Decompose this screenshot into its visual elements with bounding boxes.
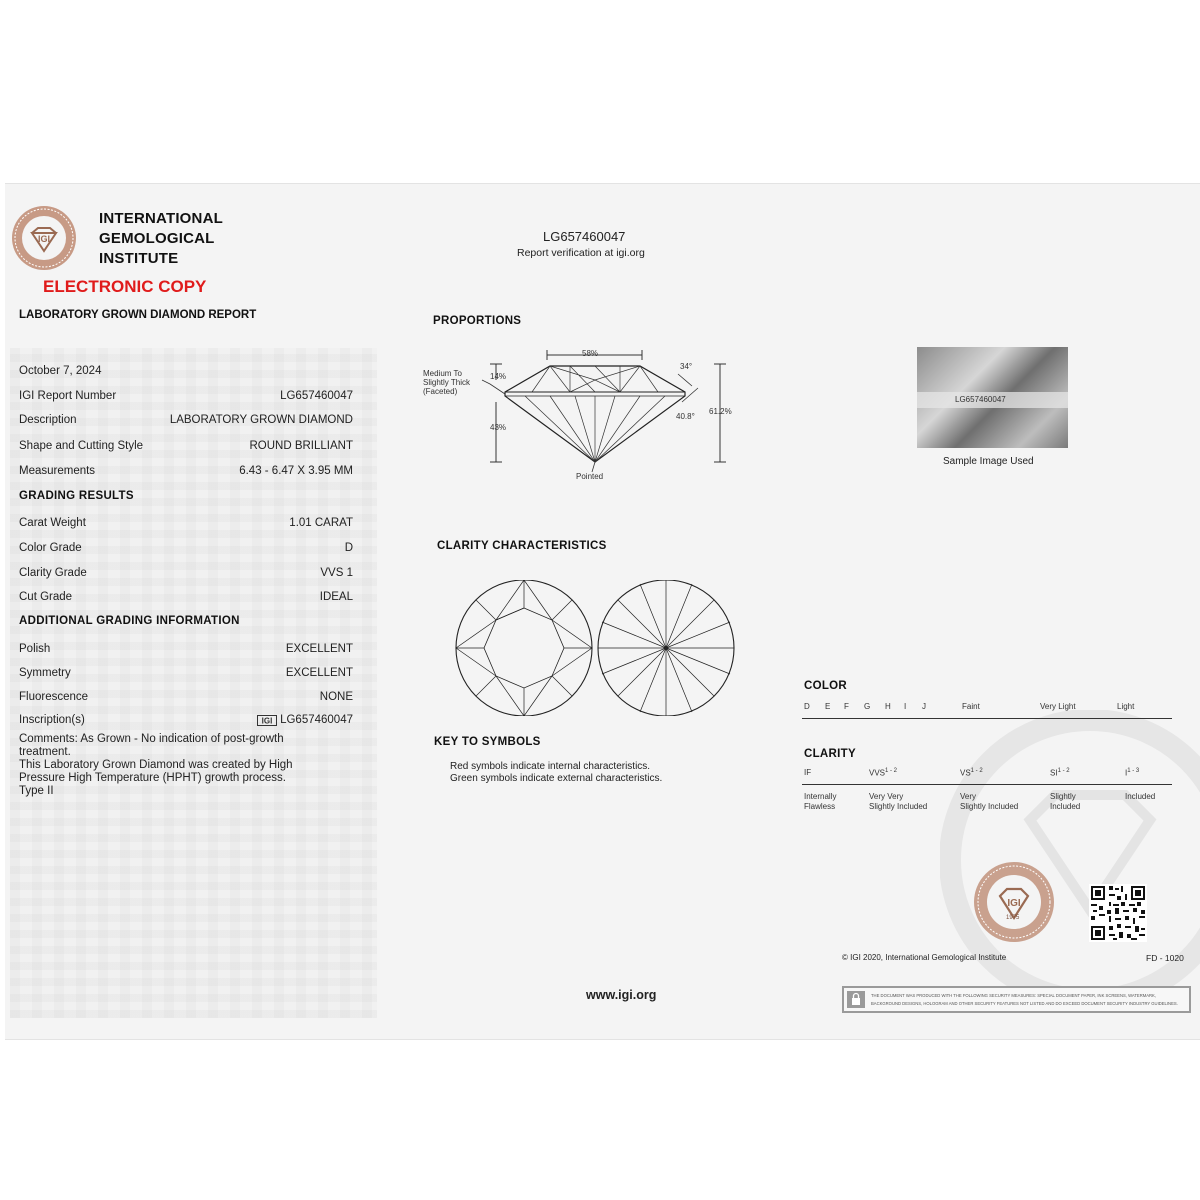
comments-line1: Comments: As Grown - No indication of post-growth	[19, 733, 284, 745]
svg-text:IGI: IGI	[1007, 898, 1021, 909]
form-code: FD - 1020	[1146, 953, 1184, 963]
color-range-faint: Faint	[962, 702, 980, 711]
polish-value: EXCELLENT	[285, 643, 353, 655]
website-link[interactable]: www.igi.org	[586, 988, 657, 1002]
carat-label: Carat Weight	[19, 517, 86, 529]
inscription-label: Inscription(s)	[19, 714, 85, 726]
qr-code[interactable]	[1089, 884, 1147, 942]
color-scale-heading: COLOR	[804, 680, 848, 692]
clarity-code-i	[1125, 768, 1139, 778]
cut-grade-value: IDEAL	[319, 591, 353, 603]
description-label: Description	[19, 414, 77, 426]
color-letter-f: F	[844, 702, 849, 711]
security-text-line1: THE DOCUMENT WAS PRODUCED WITH THE FOLLOWING SECURITY MEASURES: SPECIAL DOCUMENT PAPER, INK SCREENS, WATERMARK,	[871, 993, 1157, 998]
clarity-desc-if-l1: Internally	[804, 792, 837, 801]
crown-height: 14%	[490, 372, 507, 381]
verification-text[interactable]: Report verification at igi.org	[517, 247, 645, 259]
sample-image-caption: Sample Image Used	[943, 456, 1034, 467]
description-value: LABORATORY GROWN DIAMOND	[169, 414, 353, 426]
report-number-top: LG657460047	[543, 229, 626, 244]
comments-line2: treatment.	[19, 746, 71, 758]
clarity-code-vvs-text: VVS	[869, 768, 886, 778]
culet: Pointed	[576, 472, 604, 481]
lock-icon-box	[847, 991, 865, 1008]
key-line-green: Green symbols indicate external characteristics.	[450, 773, 663, 784]
clarity-code-vvs-sup: 1 - 2	[885, 768, 898, 774]
crown-angle: 34°	[680, 362, 693, 371]
symmetry-label: Symmetry	[19, 667, 71, 679]
clarity-desc-i-l1: Included	[1125, 792, 1156, 801]
inscription-value: LG657460047	[280, 714, 353, 726]
measurements-value: 6.43 - 6.47 X 3.95 MM	[239, 465, 353, 477]
key-line-red: Red symbols indicate internal characteristics.	[450, 761, 651, 772]
measurements-label: Measurements	[19, 465, 96, 477]
report-date: October 7, 2024	[19, 365, 102, 377]
clarity-desc-vvs-l2: Slightly Included	[869, 802, 928, 811]
lock-icon	[847, 991, 865, 1008]
report-number-value: LG657460047	[280, 390, 353, 402]
org-name-line3: INSTITUTE	[99, 250, 179, 267]
additional-info-heading: ADDITIONAL GRADING INFORMATION	[19, 615, 240, 627]
clarity-code-if	[804, 768, 811, 777]
shape-label: Shape and Cutting Style	[19, 440, 144, 452]
igi-mini-logo-icon	[257, 715, 277, 726]
qr-code-icon	[1089, 884, 1147, 942]
clarity-plot-diagram	[452, 580, 742, 716]
clarity-code-si-sup: 1 - 2	[1057, 768, 1070, 774]
security-strip	[842, 986, 1191, 1013]
key-to-symbols-heading: KEY TO SYMBOLS	[434, 736, 541, 748]
clarity-scale-heading: CLARITY	[804, 748, 856, 760]
sample-image	[917, 347, 1068, 448]
clarity-grade-value: VVS 1	[320, 567, 353, 579]
clarity-code-vvs	[869, 768, 897, 778]
fluorescence-label: Fluorescence	[19, 691, 89, 703]
grading-results-heading: GRADING RESULTS	[19, 490, 134, 502]
fluorescence-value: NONE	[319, 691, 353, 703]
shape-value: ROUND BRILLIANT	[249, 440, 353, 452]
clarity-desc-if	[804, 792, 836, 812]
color-grade-value: D	[344, 542, 353, 554]
proportions-diagram	[420, 340, 750, 490]
clarity-code-vs-sup: 1 - 2	[970, 768, 983, 774]
color-letter-d: D	[804, 702, 810, 711]
igi-bottom-seal-icon	[972, 860, 1056, 944]
symmetry-value: EXCELLENT	[285, 667, 353, 679]
svg-text:IGI: IGI	[261, 716, 273, 725]
electronic-copy-label: ELECTRONIC COPY	[43, 277, 207, 296]
clarity-desc-vs-l2: Slightly Included	[960, 802, 1019, 811]
proportions-heading: PROPORTIONS	[433, 315, 522, 327]
clarity-desc-i	[1125, 792, 1155, 802]
clarity-characteristics-heading: CLARITY CHARACTERISTICS	[437, 540, 607, 552]
comments-line3: This Laboratory Grown Diamond was created by High	[19, 759, 293, 771]
clarity-scale-rule	[802, 784, 1172, 785]
cut-grade-label: Cut Grade	[19, 591, 73, 603]
svg-text:IGI: IGI	[37, 234, 51, 244]
igi-seal-icon	[10, 204, 78, 272]
girdle-line3: (Faceted)	[423, 387, 458, 396]
clarity-code-i-sup: 1 - 3	[1127, 768, 1140, 774]
sample-inscription: LG657460047	[955, 395, 1006, 404]
total-depth: 61.2%	[709, 407, 732, 416]
comments-line5: Type II	[19, 785, 54, 797]
color-scale-rule	[802, 718, 1172, 719]
color-range-very-light: Very Light	[1040, 702, 1076, 711]
org-name-line2: GEMOLOGICAL	[99, 230, 215, 247]
color-letter-h: H	[885, 702, 891, 711]
inscription-value-group	[257, 714, 353, 726]
security-text-line2: BACKGROUND DESIGNS, HOLOGRAM AND OTHER SECURITY FEATURES NOT LISTED AND DO EXCEED DOCUMENT SECURITY INDUSTRY GUIDELINES.	[871, 1001, 1178, 1006]
clarity-desc-vs-l1: Very	[960, 792, 977, 801]
clarity-code-si	[1050, 768, 1070, 778]
clarity-code-i-text: I	[1125, 768, 1128, 778]
clarity-desc-vvs	[869, 792, 927, 812]
girdle-line2: Slightly Thick	[423, 378, 470, 387]
table-percentage: 58%	[582, 349, 599, 358]
clarity-desc-si-l2: Included	[1050, 802, 1081, 811]
color-letter-i: I	[904, 702, 907, 711]
igi-logo	[10, 204, 78, 272]
color-range-light: Light	[1117, 702, 1135, 711]
color-letter-j: J	[922, 702, 926, 711]
carat-value: 1.01 CARAT	[289, 517, 353, 529]
color-grade-label: Color Grade	[19, 542, 82, 554]
color-letter-g: G	[864, 702, 871, 711]
copyright-text: © IGI 2020, International Gemological Institute	[842, 953, 1007, 962]
clarity-desc-si-l1: Slightly	[1050, 792, 1076, 801]
org-name-line1: INTERNATIONAL	[99, 210, 223, 227]
clarity-desc-vs	[960, 792, 1018, 812]
comments-line4: Pressure High Temperature (HPHT) growth process.	[19, 772, 286, 784]
pavilion-depth: 43%	[490, 423, 507, 432]
clarity-desc-if-l2: Flawless	[804, 802, 836, 811]
seal-year: 1975	[1006, 915, 1020, 921]
clarity-code-vs-text: VS	[960, 768, 971, 778]
clarity-code-vs	[960, 768, 983, 778]
clarity-code-si-text: SI	[1050, 768, 1058, 778]
color-letter-e: E	[825, 702, 831, 711]
clarity-code-if-text: IF	[804, 768, 812, 777]
clarity-desc-si	[1050, 792, 1080, 812]
clarity-desc-vvs-l1: Very Very	[869, 792, 904, 801]
report-title: LABORATORY GROWN DIAMOND REPORT	[19, 309, 257, 321]
report-number-label: IGI Report Number	[19, 390, 117, 402]
clarity-grade-label: Clarity Grade	[19, 567, 87, 579]
pavilion-angle: 40.8°	[676, 412, 695, 421]
girdle-line1: Medium To	[423, 369, 462, 378]
polish-label: Polish	[19, 643, 51, 655]
